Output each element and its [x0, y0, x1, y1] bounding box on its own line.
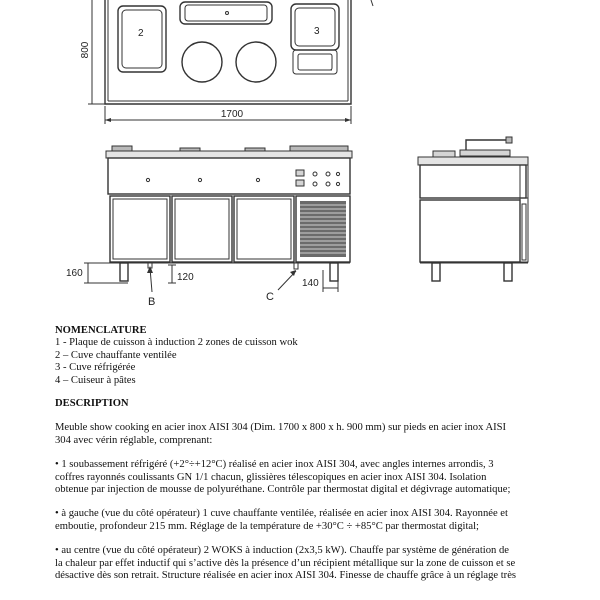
description-line: coffres rayonnés coulissants GN 1/1 chacun, glissières télescopiques en acier inox AISI 304. Isolation — [55, 471, 487, 483]
zone-3-label: 3 — [314, 26, 320, 37]
drawer-left — [110, 196, 170, 262]
heated-well-top — [118, 6, 166, 72]
zone-2-label: 2 — [138, 28, 144, 39]
top-view — [80, 0, 373, 124]
right-offset-dimension: 140 — [302, 278, 319, 289]
label-b: B — [148, 296, 156, 308]
leg-height-dimension: 160 — [66, 268, 83, 279]
wok-zone-left — [182, 42, 222, 82]
description-line: • à gauche (vue du côté opérateur) 1 cuve chauffante ventilée, réalisée en acier inox AISI 304. Rayonnée et — [55, 508, 508, 520]
document-text — [55, 325, 555, 583]
description-line: • 1 soubassement réfrigéré (+2°÷+12°C) réalisé en acier inox AISI 304, avec angles internes arrondis, 3 — [55, 459, 494, 471]
description-line: • au centre (vue du côté opérateur) 2 WOKS à induction (2x3,5 kW). Chauffe par système de génération de — [55, 545, 509, 557]
description-heading: DESCRIPTION — [55, 398, 129, 410]
label-c: C — [266, 291, 274, 303]
nomenclature-item: 3 - Cuve réfrigérée — [55, 362, 136, 374]
nomenclature-heading: NOMENCLATURE — [55, 325, 147, 336]
plinth-dimension: 120 — [177, 272, 194, 283]
drawer-right — [234, 196, 294, 262]
side-view — [418, 137, 528, 281]
nomenclature-item: 2 – Cuve chauffante ventilée — [55, 349, 177, 361]
wok-zone-right — [236, 42, 276, 82]
depth-dimension: 800 — [80, 41, 91, 59]
description-line: la chaleur par effet inductif qui s’active dès la présence d’un récipient métallique sur la zone de cuisson et se — [55, 557, 516, 569]
nomenclature-item: 1 - Plaque de cuisson à induction 2 zones de cuisson wok — [55, 337, 298, 349]
description-line: 304 avec vérin réglable, comprenant: — [55, 434, 213, 446]
description-line: Meuble show cooking en acier inox AISI 304 (Dim. 1700 x 800 x h. 900 mm) sur pieds en acier inox AISI — [55, 422, 507, 434]
front-view — [66, 146, 352, 308]
width-dimension: 1700 — [220, 109, 244, 120]
description-line: désactive dès son retrait. Structure réalisée en acier inox AISI 304. Finesse de chauffe grâce à un réglage très — [55, 570, 517, 582]
description-line: obtenue par injection de mousse de polyuréthane. Contrôle par thermostat digital et dégivrage automatique; — [55, 484, 511, 496]
nomenclature-item: 4 – Cuiseur à pâtes — [55, 374, 136, 386]
description-line: emboutie, profondeur 215 mm. Réglage de la température de +30°C ÷ +85°C par thermostat digital; — [55, 520, 479, 532]
drawer-middle — [172, 196, 232, 262]
